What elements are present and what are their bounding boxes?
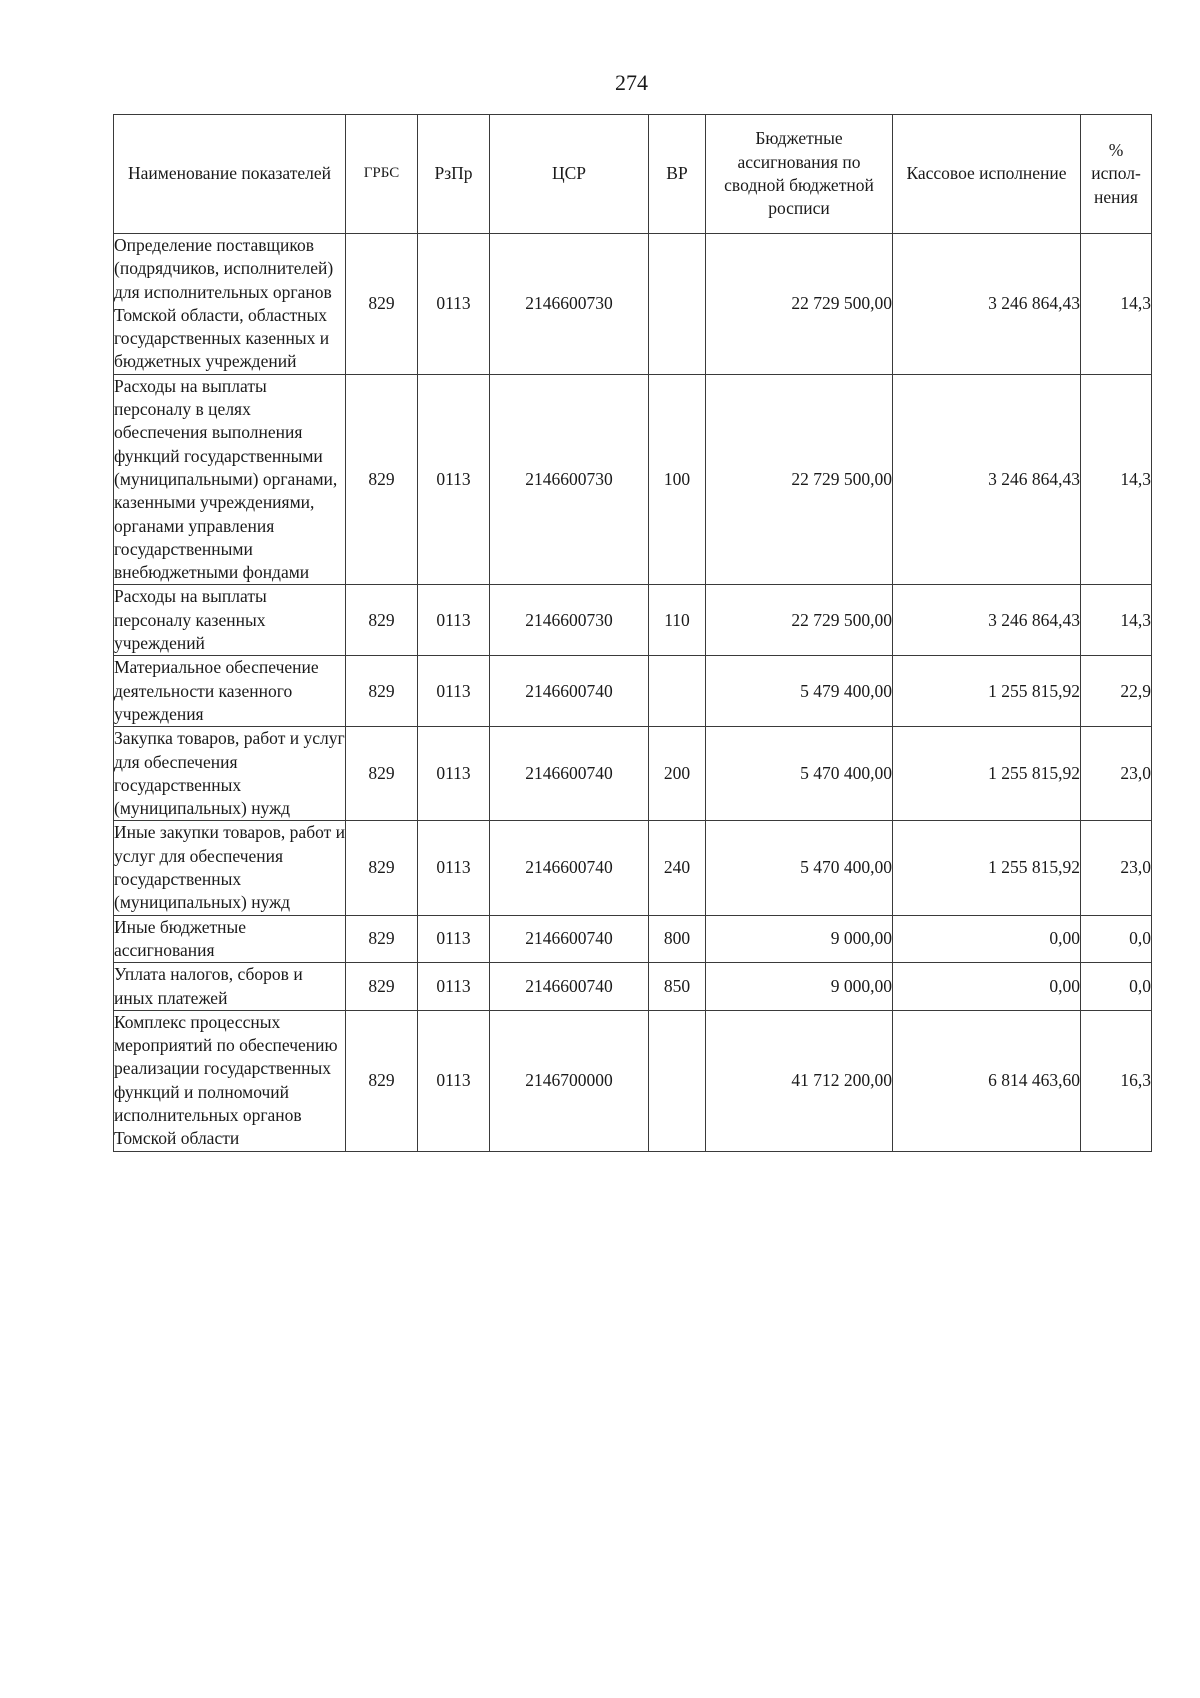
row-name: Расходы на выплаты персоналу казенных учреждений bbox=[114, 585, 346, 656]
row-rzpr: 0113 bbox=[418, 234, 490, 375]
row-allocations: 22 729 500,00 bbox=[706, 234, 893, 375]
row-allocations: 5 470 400,00 bbox=[706, 727, 893, 821]
table-row bbox=[114, 585, 1152, 656]
row-grbs: 829 bbox=[346, 821, 418, 915]
header-percent: % испол-нения bbox=[1081, 115, 1152, 234]
row-grbs: 829 bbox=[346, 585, 418, 656]
row-name: Закупка товаров, работ и услуг для обеспечения государственных (муниципальных) нужд bbox=[114, 727, 346, 821]
row-percent: 23,0 bbox=[1081, 727, 1152, 821]
budget-execution-table bbox=[113, 114, 1152, 1152]
table-row bbox=[114, 234, 1152, 375]
row-csr: 2146700000 bbox=[490, 1010, 649, 1151]
row-cash-execution: 0,00 bbox=[893, 915, 1081, 963]
row-rzpr: 0113 bbox=[418, 374, 490, 585]
row-grbs: 829 bbox=[346, 234, 418, 375]
row-name: Иные закупки товаров, работ и услуг для обеспечения государственных (муниципальных) нужд bbox=[114, 821, 346, 915]
row-grbs: 829 bbox=[346, 915, 418, 963]
row-vr: 240 bbox=[649, 821, 706, 915]
row-cash-execution: 3 246 864,43 bbox=[893, 585, 1081, 656]
table-row bbox=[114, 727, 1152, 821]
row-csr: 2146600730 bbox=[490, 585, 649, 656]
row-csr: 2146600740 bbox=[490, 727, 649, 821]
row-allocations: 9 000,00 bbox=[706, 963, 893, 1011]
row-rzpr: 0113 bbox=[418, 727, 490, 821]
row-allocations: 41 712 200,00 bbox=[706, 1010, 893, 1151]
row-grbs: 829 bbox=[346, 727, 418, 821]
header-cash-execution: Кассовое исполнение bbox=[893, 115, 1081, 234]
table-row bbox=[114, 1010, 1152, 1151]
table-row bbox=[114, 821, 1152, 915]
row-grbs: 829 bbox=[346, 656, 418, 727]
row-vr: 110 bbox=[649, 585, 706, 656]
row-csr: 2146600740 bbox=[490, 963, 649, 1011]
row-cash-execution: 0,00 bbox=[893, 963, 1081, 1011]
row-allocations: 5 470 400,00 bbox=[706, 821, 893, 915]
row-percent: 0,0 bbox=[1081, 963, 1152, 1011]
row-vr bbox=[649, 1010, 706, 1151]
row-vr bbox=[649, 656, 706, 727]
header-grbs: ГРБС bbox=[346, 115, 418, 234]
row-cash-execution: 3 246 864,43 bbox=[893, 374, 1081, 585]
row-cash-execution: 1 255 815,92 bbox=[893, 821, 1081, 915]
row-rzpr: 0113 bbox=[418, 915, 490, 963]
row-cash-execution: 6 814 463,60 bbox=[893, 1010, 1081, 1151]
header-allocations: Бюджетные ассигнования по сводной бюджетной росписи bbox=[706, 115, 893, 234]
row-name: Комплекс процессных мероприятий по обеспечению реализации государственных функций и полномочий исполнительных органов Томской области bbox=[114, 1010, 346, 1151]
header-csr: ЦСР bbox=[490, 115, 649, 234]
row-vr: 800 bbox=[649, 915, 706, 963]
row-cash-execution: 1 255 815,92 bbox=[893, 656, 1081, 727]
header-rzpr: РзПр bbox=[418, 115, 490, 234]
row-vr: 850 bbox=[649, 963, 706, 1011]
row-cash-execution: 1 255 815,92 bbox=[893, 727, 1081, 821]
row-percent: 14,3 bbox=[1081, 374, 1152, 585]
row-percent: 14,3 bbox=[1081, 585, 1152, 656]
row-vr: 100 bbox=[649, 374, 706, 585]
row-rzpr: 0113 bbox=[418, 963, 490, 1011]
row-rzpr: 0113 bbox=[418, 1010, 490, 1151]
table-row bbox=[114, 374, 1152, 585]
row-name: Определение поставщиков (подрядчиков, исполнителей) для исполнительных органов Томской области, областных государственных казенных и бюджетных учреждений bbox=[114, 234, 346, 375]
row-rzpr: 0113 bbox=[418, 656, 490, 727]
row-name: Иные бюджетные ассигнования bbox=[114, 915, 346, 963]
row-percent: 23,0 bbox=[1081, 821, 1152, 915]
table-row bbox=[114, 963, 1152, 1011]
row-csr: 2146600740 bbox=[490, 915, 649, 963]
row-allocations: 5 479 400,00 bbox=[706, 656, 893, 727]
table-row bbox=[114, 915, 1152, 963]
row-name: Уплата налогов, сборов и иных платежей bbox=[114, 963, 346, 1011]
row-csr: 2146600740 bbox=[490, 656, 649, 727]
row-rzpr: 0113 bbox=[418, 585, 490, 656]
row-csr: 2146600730 bbox=[490, 374, 649, 585]
row-grbs: 829 bbox=[346, 963, 418, 1011]
row-grbs: 829 bbox=[346, 374, 418, 585]
header-vr: ВР bbox=[649, 115, 706, 234]
row-percent: 14,3 bbox=[1081, 234, 1152, 375]
header-name: Наименование показателей bbox=[114, 115, 346, 234]
row-percent: 16,3 bbox=[1081, 1010, 1152, 1151]
row-percent: 22,9 bbox=[1081, 656, 1152, 727]
row-vr bbox=[649, 234, 706, 375]
row-name: Расходы на выплаты персоналу в целях обеспечения выполнения функций государственными (муниципальными) органами, казенными учреждениями, органами управления государственными внебюджетными фондами bbox=[114, 374, 346, 585]
row-allocations: 22 729 500,00 bbox=[706, 585, 893, 656]
row-grbs: 829 bbox=[346, 1010, 418, 1151]
table-row bbox=[114, 656, 1152, 727]
page-number: 274 bbox=[615, 70, 648, 95]
row-rzpr: 0113 bbox=[418, 821, 490, 915]
row-vr: 200 bbox=[649, 727, 706, 821]
row-percent: 0,0 bbox=[1081, 915, 1152, 963]
row-csr: 2146600730 bbox=[490, 234, 649, 375]
row-allocations: 9 000,00 bbox=[706, 915, 893, 963]
row-allocations: 22 729 500,00 bbox=[706, 374, 893, 585]
table-header-row bbox=[114, 115, 1152, 234]
row-cash-execution: 3 246 864,43 bbox=[893, 234, 1081, 375]
row-csr: 2146600740 bbox=[490, 821, 649, 915]
row-name: Материальное обеспечение деятельности казенного учреждения bbox=[114, 656, 346, 727]
